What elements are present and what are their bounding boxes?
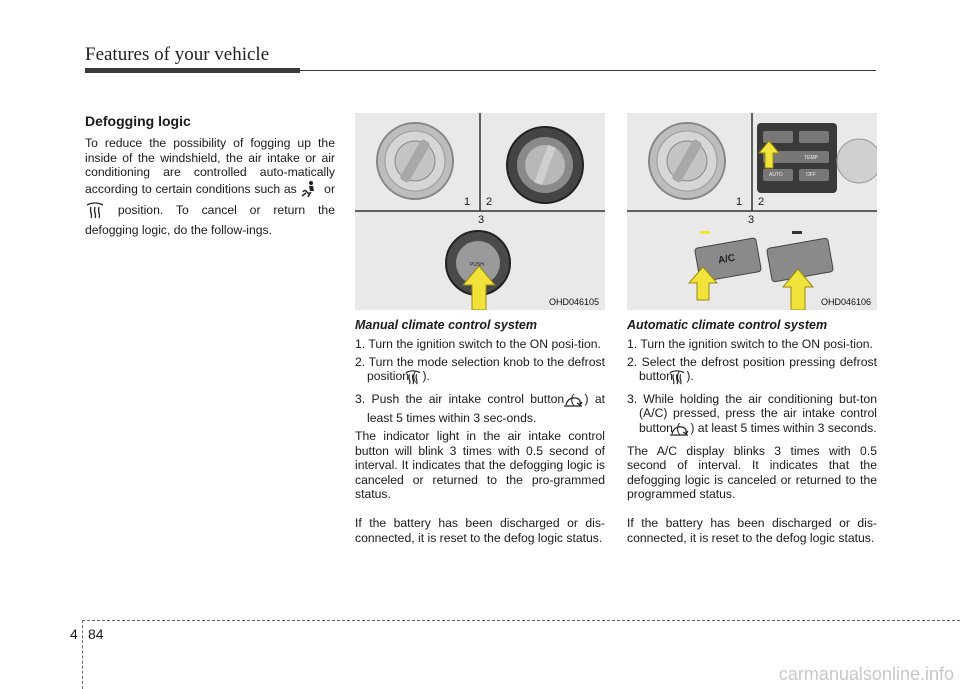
automatic-climate-section [627, 318, 877, 559]
footer-vertical-rule [82, 620, 83, 689]
manual-heading: Manual climate control system [355, 318, 538, 332]
auto-step-3 [627, 392, 877, 441]
auto-step-2-text: 2. Select the defrost position pressing defrost button ( [627, 354, 877, 384]
figure-automatic-illustration [627, 113, 877, 310]
temp-button-label: TEMP [804, 155, 818, 161]
manual-step-3-end: ) at least 5 times within 3 sec-onds. [367, 391, 605, 426]
section-heading: Defogging logic [85, 113, 191, 129]
ac-button-label: A/C [717, 252, 737, 267]
auto-paragraph-2: If the battery has been discharged or dis-connected, it is reset to the defog logic status. [627, 515, 877, 545]
automatic-heading: Automatic climate control system [627, 318, 828, 332]
manual-step-3-text: 3. Push the air intake control button ( [355, 391, 575, 406]
manual-step-2-end: ). [422, 369, 430, 384]
defogging-text-1: To reduce the possibility of fogging up the inside of the windshield, the air intake or air conditioning are controlled auto-matically according to certain conditions such as [85, 136, 335, 196]
header-rule-thick [85, 68, 300, 73]
floor-defrost-icon [300, 180, 320, 202]
auto-step-1: 1. Turn the ignition switch to the ON posi-tion. [627, 337, 873, 351]
figure-manual-illustration [355, 113, 605, 310]
figure-code: OHD046106 [820, 297, 871, 307]
recirculation-icon [574, 394, 584, 412]
header-rule-thin [300, 70, 876, 71]
figure-label-2: 2 [758, 196, 765, 208]
figure-label-2: 2 [486, 196, 493, 208]
page-header-title: Features of your vehicle [85, 44, 270, 65]
footer-rule [82, 620, 960, 621]
defogging-text-2: position. To cancel or return the defogging logic, do the follow-ings. [85, 203, 335, 237]
watermark: carmanualsonline.info [778, 664, 954, 684]
auto-step-2 [627, 355, 877, 389]
knob-push-label: PUSH [470, 262, 484, 268]
figure-automatic-climate [627, 113, 877, 310]
auto-step-2-end: ). [686, 369, 694, 384]
auto-step-3-text: 3. While holding the air conditioning but-ton (A/C) pressed, press the air intake control button ( [627, 391, 877, 435]
auto-paragraph-1: The A/C display blinks 3 times with 0.5 second of interval. It indicates that the defogging logic is canceled or returned to the programmed status. [627, 443, 877, 502]
figure-label-1: 1 [464, 196, 471, 208]
defogging-text-or: or [320, 181, 335, 196]
figure-label-3: 3 [478, 214, 485, 226]
auto-step-3-end: ) at least 5 times within 3 seconds. [690, 420, 877, 435]
defrost-icon [85, 201, 105, 223]
manual-paragraph-2: If the battery has been discharged or dis-connected, it is reset to the defog logic status. [355, 515, 605, 545]
manual-climate-section [355, 318, 605, 559]
figure-code: OHD046105 [548, 297, 599, 307]
manual-step-2 [355, 355, 605, 389]
figure-manual-climate [355, 113, 605, 310]
manual-step-2-text: 2. Turn the mode selection knob to the defrost position ( [355, 354, 605, 384]
recirculation-icon [680, 423, 690, 441]
defogging-paragraph [85, 136, 335, 238]
manual-paragraph-1: The indicator light in the air intake control button will blink 3 times with 0.5 second of interval. It indicates that the defogging logic is canceled or returned to the pro-grammed status. [355, 428, 605, 502]
chapter-number: 4 [70, 626, 78, 642]
figure-label-1: 1 [736, 196, 743, 208]
page-number: 84 [88, 626, 104, 642]
manual-step-3 [355, 392, 605, 426]
auto-button-label: AUTO [769, 172, 783, 178]
manual-step-1: 1. Turn the ignition switch to the ON posi-tion. [355, 337, 601, 351]
defogging-section [85, 113, 335, 238]
figure-label-3: 3 [748, 214, 755, 226]
off-button-label: OFF [806, 172, 816, 178]
